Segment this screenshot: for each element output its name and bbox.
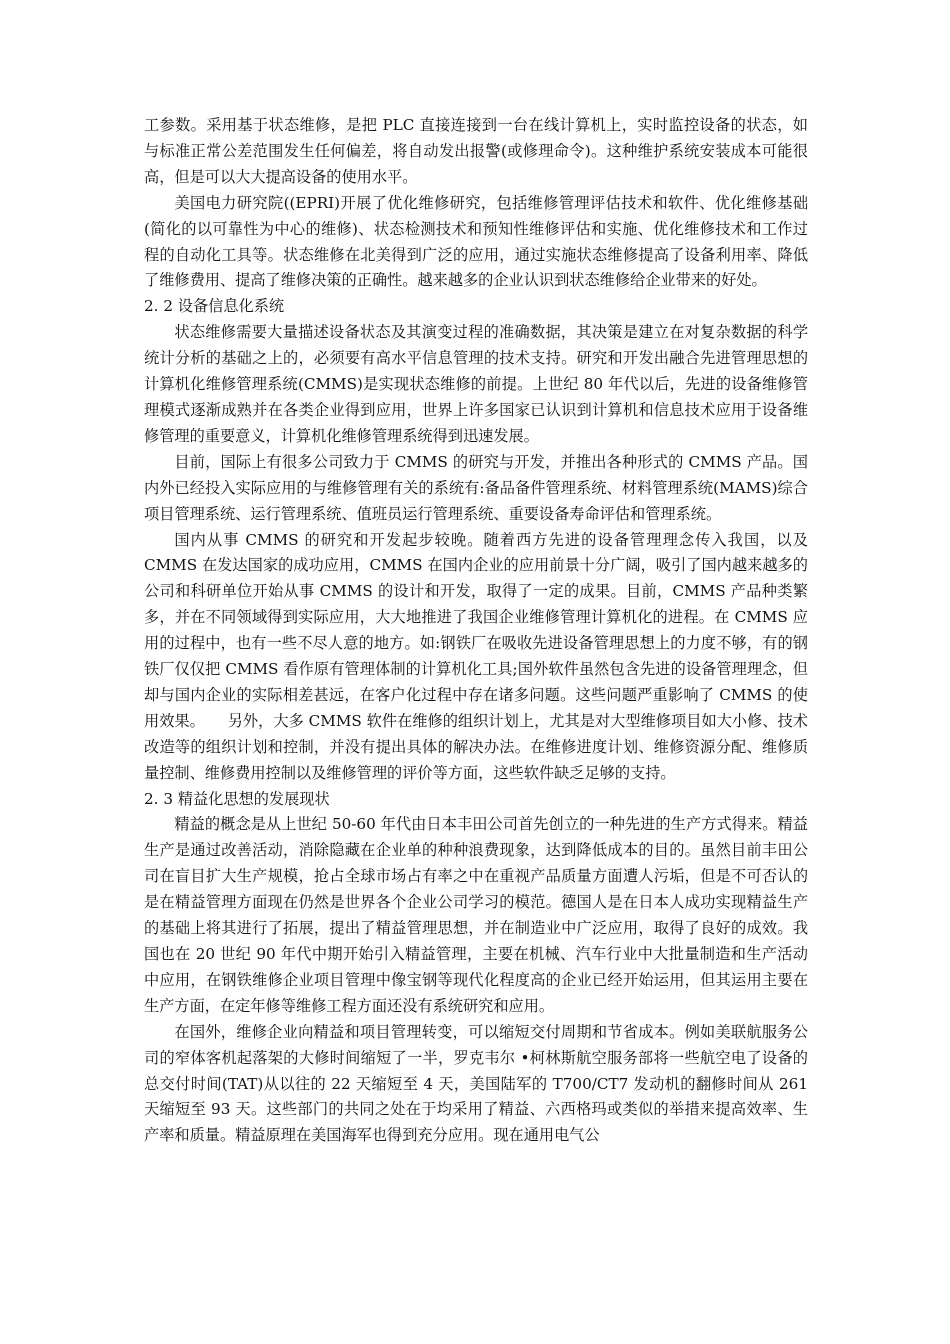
section-heading-2-3: 2. 3 精益化思想的发展现状 xyxy=(144,789,330,808)
paragraph-lean-concept: 精益的概念是从上世纪 50-60 年代由日本丰田公司首先创立的一种先进的生产方式得来。精益生产是通过改善活动，消除隐藏在企业单的种种浪费现象，达到降低成本的目的。虽然目前丰田公司在盲目扩大生产规模，抢占全球市场占有率之中在重视产品质量方面遭人污垢，但是不可否认的是在精益管理方面现在仍然是世界各个企业公司学习的模范。德国人是在日本人成功实现精益生产的基础上将其进行了拓展，提出了精益管理思想，并在制造业中广泛应用，取得了良好的成效。我国也在 20 世纪 90 年代中期开始引入精益管理，主要在机械、汽车行业中大批量制造和生产活动中应用，在钢铁维修企业项目管理中像宝钢等现代化程度高的企业已经开始运用，但其运用主要在生产方面，在定年修等维修工程方面还没有系统研究和应用。 xyxy=(144,815,808,1015)
document-page xyxy=(144,113,808,1149)
section-heading-2-2: 2. 2 设备信息化系统 xyxy=(144,297,285,316)
paragraph-condition-maintenance-intro: 工参数。采用基于状态维修，是把 PLC 直接连接到一台在线计算机上，实时监控设备的状态，如与标准正常公差范围发生任何偏差，将自动发出报警(或修理命令)。这种维护系统安装成本可能很高，但是可以大大提高设备的使用水平。 xyxy=(144,116,808,186)
paragraph-epri: 美国电力研究院((EPRI)开展了优化维修研究，包括维修管理评估技术和软件、优化维修基础(简化的以可靠性为中心的维修)、状态检测技术和预知性维修评估和实施、优化维修技术和工作过程的自动化工具等。状态维修在北美得到广泛的应用，通过实施状态维修提高了设备利用率、降低了维修费用、提高了维修决策的正确性。越来越多的企业认识到状态维修给企业带来的好处。 xyxy=(144,193,808,290)
paragraph-cmms-background: 状态维修需要大量描述设备状态及其演变过程的准确数据，其决策是建立在对复杂数据的科学统计分析的基础之上的，必须要有高水平信息管理的技术支持。研究和开发出融合先进管理思想的计算机化维修管理系统(CMMS)是实现状态维修的前提。上世纪 80 年代以后，先进的设备维修管理模式逐渐成熟并在各类企业得到应用，世界上许多国家已认识到计算机和信息技术应用于设备维修管理的重要意义，计算机化维修管理系统得到迅速发展。 xyxy=(144,323,808,445)
paragraph-cmms-domestic: 国内从事 CMMS 的研究和开发起步较晚。随着西方先进的设备管理理念传入我国，以及 CMMS 在发达国家的成功应用，CMMS 在国内企业的应用前景十分广阔，吸引了国内越来越多的公司和科研单位开始从事 CMMS 的设计和开发，取得了一定的成果。目前，CMMS 产品种类繁多，并在不同领域得到实际应用，大大地推进了我国企业维修管理计算机化的进程。在 CMMS 应用的过程中，也有一些不尽人意的地方。如:钢铁厂在吸收先进设备管理思想上的力度不够，有的钢铁厂仅仅把 CMMS 看作原有管理体制的计算机化工具;国外软件虽然包含先进的设备管理理念，但却与国内企业的实际相差甚远，在客户化过程中存在诸多问题。这些问题严重影响了 CMMS 的使用效果。 另外，大多 CMMS 软件在维修的组织计划上，尤其是对大型维修项目如大小修、技术改造等的组织计划和控制，并没有提出具体的解决办法。在维修进度计划、维修资源分配、维修质量控制、维修费用控制以及维修管理的评价等方面，这些软件缺乏足够的支持。 xyxy=(144,530,808,782)
paragraph-cmms-international: 目前，国际上有很多公司致力于 CMMS 的研究与开发，并推出各种形式的 CMMS 产品。国内外已经投入实际应用的与维修管理有关的系统有:备品备件管理系统、材料管理系统(MAMS)综合项目管理系统、运行管理系统、值班员运行管理系统、重要设备寿命评估和管理系统。 xyxy=(144,452,808,523)
paragraph-lean-abroad: 在国外，维修企业向精益和项目管理转变，可以缩短交付周期和节省成本。例如美联航服务公司的窄体客机起落架的大修时间缩短了一半，罗克韦尔 •柯林斯航空服务部将一些航空电了设备的总交付时间(TAT)从以往的 22 天缩短至 4 天，美国陆军的 T700/CT7 发动机的翻修时间从 261 天缩短至 93 天。这些部门的共同之处在于均采用了精益、六西格玛或类似的举措来提高效率、生产率和质量。精益原理在美国海军也得到充分应用。现在通用电气公 xyxy=(144,1022,808,1145)
